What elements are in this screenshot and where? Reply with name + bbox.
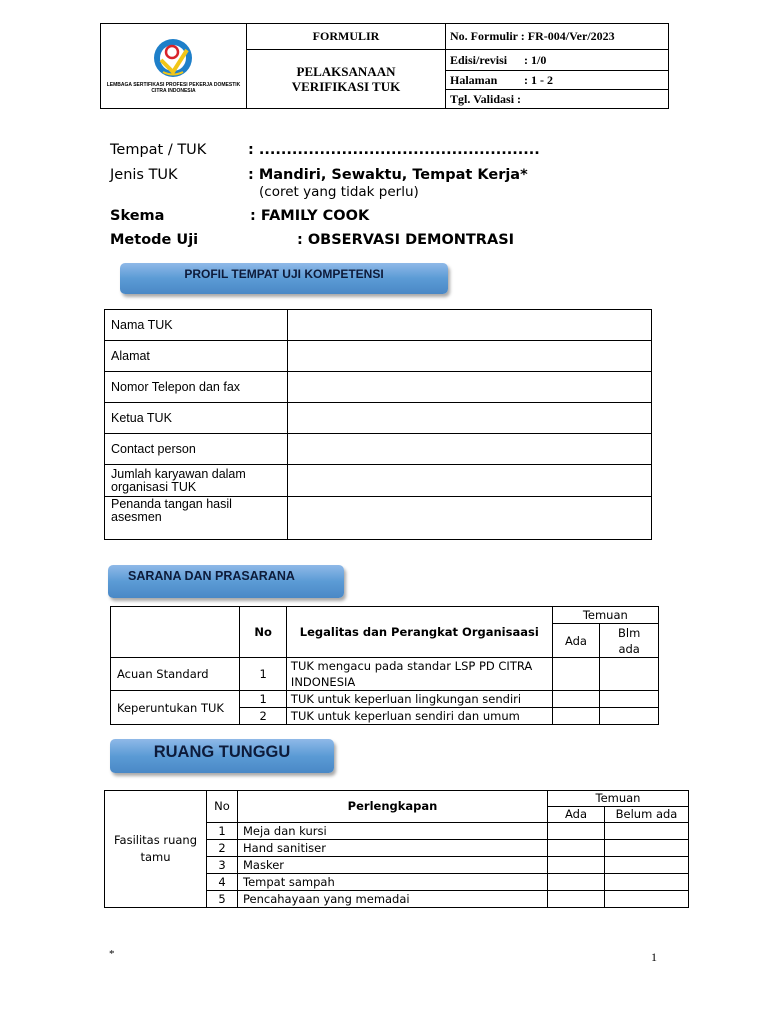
lsp-logo — [101, 24, 246, 108]
profil-value-cell — [288, 403, 652, 434]
ruang-ada-cell — [548, 891, 605, 908]
ruang-table — [104, 790, 689, 908]
kep1-blm-cell — [600, 691, 659, 708]
profil-value-cell — [288, 465, 652, 497]
acuan-text: TUK mengacu pada standar LSP PD CITRA INDONESIA — [286, 658, 552, 691]
keperuntukan-label: Keperuntukan TUK — [111, 691, 240, 725]
jenis-value: : Mandiri, Sewaktu, Tempat Kerja* — [248, 167, 528, 183]
profil-label: Nomor Telepon dan fax — [105, 372, 288, 403]
table-row — [105, 791, 689, 807]
profil-table-body — [105, 310, 652, 540]
ruang-ada-cell — [548, 874, 605, 891]
jenis-note: (coret yang tidak perlu) — [259, 184, 419, 200]
acuan-ada-cell — [552, 658, 600, 691]
table-row — [105, 341, 652, 372]
org-name-line1: LEMBAGA SERTIFIKASI PROFESI PEKERJA DOMESTIK — [106, 82, 241, 88]
profil-label: Contact person — [105, 434, 288, 465]
ruang-col-belum: Belum ada — [605, 807, 689, 823]
sarana-table — [110, 606, 659, 725]
kep1-ada-cell — [552, 691, 600, 708]
halaman-value: : 1 - 2 — [524, 72, 553, 87]
footer-asterisk: * — [109, 948, 115, 960]
kep2-text: TUK untuk keperluan sendiri dan umum — [286, 708, 552, 725]
profil-label: Jumlah karyawan dalam organisasi TUK — [105, 465, 288, 497]
skema-label: Skema — [110, 208, 165, 224]
form-title-line2: VERIFIKASI TUK — [291, 79, 401, 94]
profil-label: Ketua TUK — [105, 403, 288, 434]
ruang-col-no: No — [207, 791, 238, 823]
profil-label: Alamat — [105, 341, 288, 372]
ruang-belum-cell — [605, 891, 689, 908]
kep2-no: 2 — [240, 708, 287, 725]
ruang-col-item: Perlengkapan — [238, 791, 548, 823]
form-label: FORMULIR — [247, 24, 446, 50]
skema-line — [110, 208, 369, 224]
kep1-text: TUK untuk keperluan lingkungan sendiri — [286, 691, 552, 708]
ruang-item-text: Tempat sampah — [238, 874, 548, 891]
ruang-ada-cell — [548, 840, 605, 857]
ruang-item-no: 5 — [207, 891, 238, 908]
metode-value: : OBSERVASI DEMONTRASI — [297, 232, 515, 248]
profil-value-cell — [288, 310, 652, 341]
sarana-col-temuan: Temuan — [552, 607, 658, 624]
fasilitas-label: Fasilitas ruang tamu — [105, 791, 207, 908]
ruang-ada-cell — [548, 823, 605, 840]
ruang-belum-cell — [605, 840, 689, 857]
profil-value-cell — [288, 434, 652, 465]
profil-label: Nama TUK — [105, 310, 288, 341]
ruang-ada-cell — [548, 857, 605, 874]
ruang-item-text: Masker — [238, 857, 548, 874]
table-row — [105, 403, 652, 434]
halaman-row — [446, 71, 669, 90]
table-row — [111, 658, 659, 691]
profil-banner: PROFIL TEMPAT UJI KOMPETENSI — [120, 263, 448, 294]
profil-value-cell — [288, 497, 652, 540]
halaman-label: Halaman — [450, 72, 498, 87]
ruang-col-temuan: Temuan — [548, 791, 689, 807]
sarana-banner: SARANA DAN PRASARANA — [108, 565, 344, 598]
sarana-col-no: No — [240, 607, 287, 658]
org-name-line2: CITRA INDONESIA — [151, 88, 196, 94]
profil-table — [104, 309, 652, 540]
ruang-banner: RUANG TUNGGU — [110, 739, 334, 773]
ruang-item-no: 3 — [207, 857, 238, 874]
table-row — [105, 310, 652, 341]
form-header-table — [100, 23, 669, 109]
ruang-belum-cell — [605, 823, 689, 840]
metode-line — [110, 232, 514, 248]
edisi-value: : 1/0 — [524, 52, 547, 67]
validasi-row: Tgl. Validasi : — [446, 90, 669, 109]
ruang-item-no: 1 — [207, 823, 238, 840]
table-row — [105, 434, 652, 465]
kep2-ada-cell — [552, 708, 600, 725]
profil-label: Penanda tangan hasil asesmen — [105, 497, 288, 540]
table-row — [105, 372, 652, 403]
sarana-col-blm: Blm ada — [600, 624, 659, 658]
table-row — [105, 497, 652, 540]
ruang-item-no: 4 — [207, 874, 238, 891]
profil-value-cell — [288, 372, 652, 403]
sarana-col-item: Legalitas dan Perangkat Organisaasi — [286, 607, 552, 658]
kep1-no: 1 — [240, 691, 287, 708]
jenis-label: Jenis TUK — [110, 167, 178, 183]
edisi-label: Edisi/revisi — [450, 52, 508, 67]
ruang-belum-cell — [605, 857, 689, 874]
ruang-item-no: 2 — [207, 840, 238, 857]
acuan-no: 1 — [240, 658, 287, 691]
sarana-blank-header — [111, 607, 240, 658]
table-row — [111, 691, 659, 708]
ruang-belum-cell — [605, 874, 689, 891]
form-title — [247, 50, 446, 109]
edisi-row — [446, 50, 669, 71]
kep2-blm-cell — [600, 708, 659, 725]
jenis-line — [110, 167, 528, 183]
acuan-label: Acuan Standard — [111, 658, 240, 691]
ruang-item-text: Meja dan kursi — [238, 823, 548, 840]
profil-value-cell — [288, 341, 652, 372]
ruang-item-text: Hand sanitiser — [238, 840, 548, 857]
tempat-value: : ................................................... — [248, 142, 540, 158]
acuan-blm-cell — [600, 658, 659, 691]
sarana-col-ada: Ada — [552, 624, 600, 658]
ruang-item-text: Pencahayaan yang memadai — [238, 891, 548, 908]
form-number: No. Formulir : FR-004/Ver/2023 — [446, 24, 669, 50]
metode-label: Metode Uji — [110, 232, 199, 248]
logo-cell — [101, 24, 247, 109]
ruang-col-ada: Ada — [548, 807, 605, 823]
table-row — [105, 465, 652, 497]
skema-value: : FAMILY COOK — [250, 208, 370, 224]
tempat-label: Tempat / TUK — [110, 142, 207, 158]
page-number: 1 — [651, 950, 657, 964]
form-title-line1: PELAKSANAAN — [296, 64, 396, 79]
table-row — [111, 607, 659, 624]
tempat-line — [110, 142, 540, 158]
